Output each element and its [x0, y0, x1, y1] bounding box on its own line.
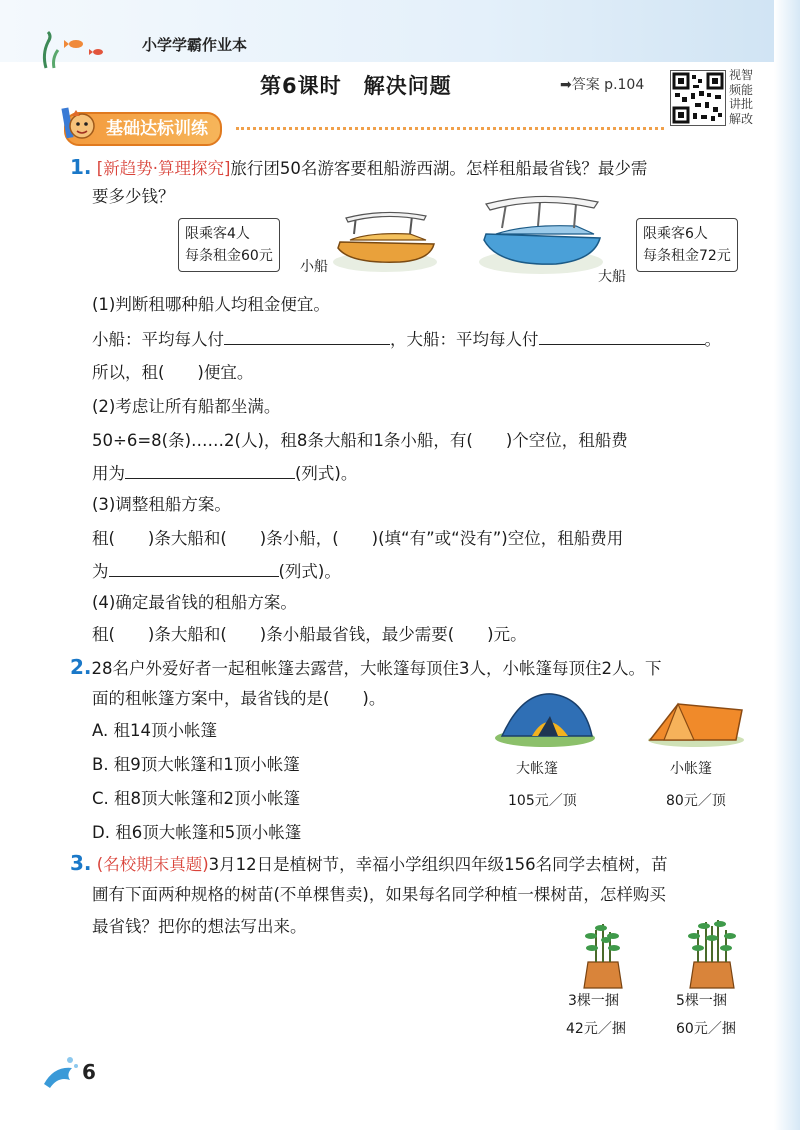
q1-part1-conclusion: 所以，租( )便宜。: [92, 363, 254, 382]
small-boat-price-box: [178, 218, 280, 272]
small-boat-icon: [330, 206, 440, 274]
q2-option-b[interactable]: B. 租9顶大帐篷和1顶小帐篷: [92, 755, 300, 774]
q1-part2-title: (2)考虑让所有船都坐满。: [92, 397, 281, 416]
cost-formula-blank[interactable]: [109, 560, 279, 577]
answer-reference: ➡答案 p.104: [560, 77, 645, 93]
small-boat-caption: 小船: [300, 259, 328, 275]
small-boat-answer-blank[interactable]: [224, 328, 390, 345]
sapling-a-bundle: 3棵一捆: [568, 993, 619, 1009]
q2-stem-text: 28名户外爱好者一起租帐篷去露营，大帐篷每顶住3人，小帐篷每顶住2人。下: [91, 659, 662, 678]
big-boat-per-person-label: ，大船：平均每人付: [390, 330, 539, 349]
q2-stem-line1: [70, 656, 662, 680]
question-tag: (名校期末真题): [96, 855, 209, 874]
q2-stem-line2: 面的租帐篷方案中，最省钱的是( )。: [92, 689, 386, 708]
q1-stem-line1: [70, 156, 647, 180]
q1-part1-line: [92, 328, 721, 351]
q1-part3-line2: [92, 560, 341, 583]
cost-label: 用为: [92, 464, 125, 483]
sapling-bundle-3-icon: [578, 918, 628, 990]
formula-hint: (列式)。: [278, 562, 341, 581]
q2-option-d[interactable]: D. 租6顶大帐篷和5顶小帐篷: [92, 823, 302, 842]
cost-formula-blank[interactable]: [125, 462, 295, 479]
section-divider: [236, 127, 664, 130]
qr-caption-line: 解改: [729, 111, 754, 126]
sentence-end: 。: [704, 330, 721, 349]
sapling-a-price: 42元／捆: [566, 1021, 626, 1037]
question-number: 3.: [70, 851, 92, 875]
small-boat-per-person-label: 小船：平均每人付: [92, 330, 224, 349]
q3-stem-line1: [70, 852, 668, 876]
seaweed-fish-decoration-icon: [36, 30, 136, 70]
sapling-b-bundle: 5棵一捆: [676, 993, 727, 1009]
q1-part1-title: (1)判断租哪种船人均租金便宜。: [92, 295, 330, 314]
small-tent-price: 80元／顶: [666, 793, 726, 809]
page-edge-decoration: [774, 0, 800, 1130]
big-boat-price-box: [636, 218, 738, 272]
q1-part4-title: (4)确定最省钱的租船方案。: [92, 593, 297, 612]
q1-stem-text: 旅行团50名游客要租船游西湖。怎样租船最省钱？最少需: [230, 159, 648, 178]
page-number: 6: [82, 1060, 96, 1084]
big-tent-icon: [492, 688, 598, 748]
q1-part2-line2: [92, 462, 357, 485]
q3-stem-line2: 圃有下面两种规格的树苗(不单棵售卖)，如果每名同学种植一棵树苗，怎样购买: [92, 885, 666, 904]
sapling-b-price: 60元／捆: [676, 1021, 736, 1037]
small-tent-icon: [644, 696, 748, 748]
qr-code-icon[interactable]: [670, 70, 726, 126]
pencil-mascot-icon: [58, 104, 98, 146]
big-tent-price: 105元／顶: [508, 793, 577, 809]
q1-part4-line: 租( )条大船和( )条小船最省钱，最少需要( )元。: [92, 625, 527, 644]
qr-caption-line: 频能: [729, 82, 754, 97]
formula-hint: (列式)。: [295, 464, 358, 483]
q1-stem-line2: 要多少钱？: [92, 187, 175, 206]
big-boat-answer-blank[interactable]: [539, 328, 705, 345]
qr-caption-line: 视智: [729, 68, 754, 82]
book-title: 小学学霸作业本: [142, 36, 248, 54]
big-boat-capacity: 限乘客6人: [643, 226, 708, 242]
lesson-title: 第6课时 解决问题: [260, 74, 452, 98]
question-number: 1.: [70, 155, 92, 179]
q1-part2-line1: 50÷6=8(条)……2(人)，租8条大船和1条小船，有( )个空位，租船费: [92, 431, 628, 450]
q2-option-c[interactable]: C. 租8顶大帐篷和2顶小帐篷: [92, 789, 301, 808]
q3-stem-text: 3月12日是植树节，幸福小学组织四年级156名同学去植树，苗: [208, 855, 668, 874]
q1-part3-line1: 租( )条大船和( )条小船，( )(填“有”或“没有”)空位，租船费用: [92, 529, 624, 548]
question-number: 2.: [70, 655, 92, 679]
qr-caption-line: 讲批: [729, 97, 754, 111]
big-boat-price: 每条租金72元: [643, 248, 731, 264]
small-boat-capacity: 限乘客4人: [185, 226, 250, 242]
dolphin-icon: [40, 1054, 80, 1094]
big-tent-caption: 大帐篷: [516, 761, 558, 777]
section-banner: 基础达标训练: [64, 112, 222, 146]
small-tent-caption: 小帐篷: [670, 761, 712, 777]
question-tag: [新趋势·算理探究]: [96, 159, 231, 178]
cost-label: 为: [92, 562, 109, 581]
q3-stem-line3: 最省钱？把你的想法写出来。: [92, 917, 307, 936]
q1-part3-title: (3)调整租船方案。: [92, 495, 231, 514]
q2-option-a[interactable]: A. 租14顶小帐篷: [92, 721, 217, 740]
sapling-bundle-5-icon: [684, 916, 740, 990]
small-boat-price: 每条租金60元: [185, 248, 273, 264]
qr-caption: [729, 68, 755, 126]
big-boat-icon: [476, 188, 606, 278]
big-boat-caption: 大船: [598, 269, 626, 285]
